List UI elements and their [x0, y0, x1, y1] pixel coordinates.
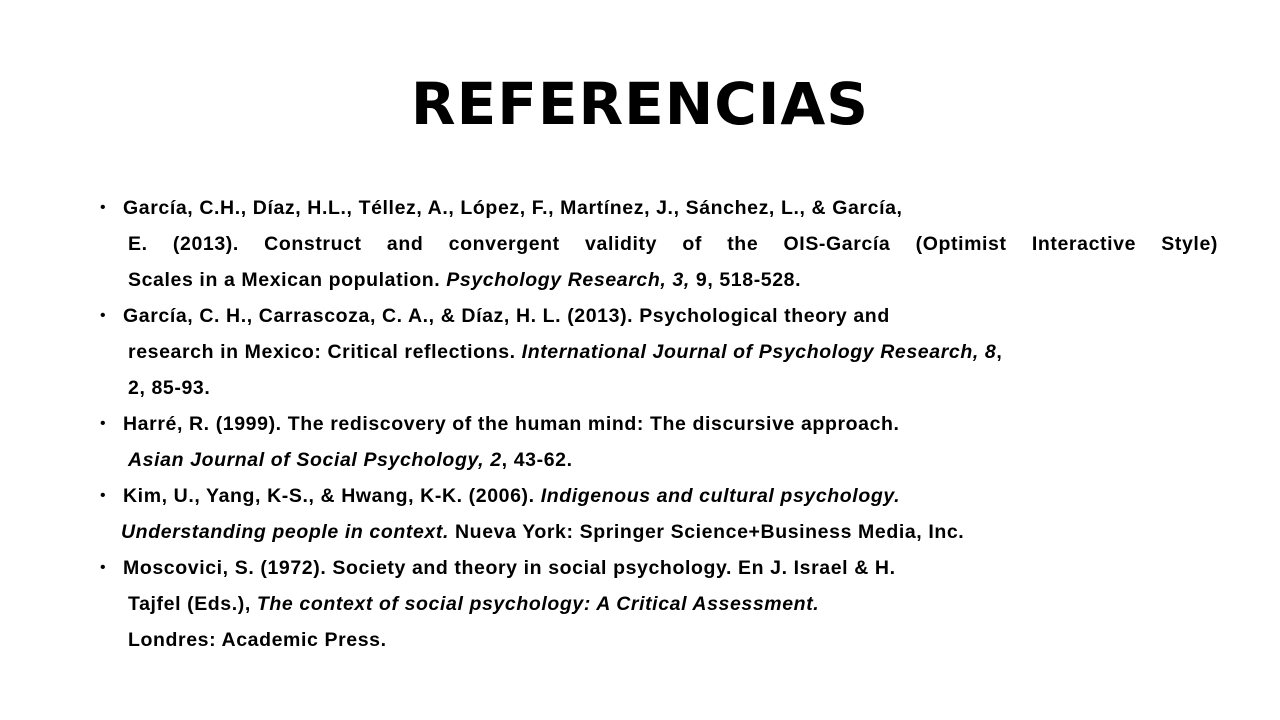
- bullet-icon: •: [100, 307, 107, 324]
- reference-text: , 43-62.: [501, 449, 573, 471]
- reference-list: [98, 190, 1218, 658]
- bullet-icon: •: [100, 415, 107, 432]
- bullet-icon: •: [100, 199, 107, 216]
- reference-item: [98, 550, 1218, 586]
- book-title: Understanding people in context.: [121, 521, 449, 543]
- reference-continuation: [98, 370, 1218, 406]
- reference-continuation: [98, 262, 1218, 298]
- reference-item: [98, 406, 1218, 442]
- reference-text: research in Mexico: Critical reflections.: [128, 341, 522, 363]
- reference-text: Nueva York: Springer Science+Business Media, Inc.: [448, 521, 965, 543]
- reference-continuation: [98, 622, 1218, 658]
- reference-text: ,: [996, 341, 1003, 363]
- reference-item: [98, 190, 1218, 226]
- bullet-icon: •: [100, 559, 107, 576]
- reference-text: 2, 85-93.: [128, 377, 211, 399]
- reference-text: E. (2013). Construct and convergent validity of the OIS-García (Optimist Interactive Style): [128, 233, 1218, 255]
- reference-text: Tajfel (Eds.),: [128, 593, 257, 615]
- reference-text: García, C. H., Carrascoza, C. A., & Díaz, H. L. (2013). Psychological theory and: [123, 305, 890, 327]
- reference-text: Harré, R. (1999). The rediscovery of the human mind: The discursive approach.: [123, 413, 900, 435]
- reference-continuation: [98, 226, 1218, 262]
- reference-continuation: [98, 334, 1218, 370]
- reference-text: Scales in a Mexican population.: [128, 269, 447, 291]
- reference-text: Londres: Academic Press.: [128, 629, 387, 651]
- reference-text: Kim, U., Yang, K-S., & Hwang, K-K. (2006).: [123, 485, 541, 507]
- reference-text: Moscovici, S. (1972). Society and theory in social psychology. En J. Israel & H.: [123, 557, 896, 579]
- journal-title: Asian Journal of Social Psychology, 2: [128, 449, 502, 471]
- book-title: Indigenous and cultural psychology.: [540, 485, 901, 507]
- journal-title: International Journal of Psychology Research, 8: [521, 341, 997, 363]
- reference-text: García, C.H., Díaz, H.L., Téllez, A., López, F., Martínez, J., Sánchez, L., & García,: [123, 197, 903, 219]
- reference-text: 9, 518-528.: [689, 269, 802, 291]
- slide-title: REFERENCIAS: [410, 70, 870, 138]
- reference-item: [98, 298, 1218, 334]
- reference-item: [98, 478, 1218, 514]
- journal-title: Psychology Research, 3,: [446, 269, 690, 291]
- book-title: The context of social psychology: A Critical Assessment.: [256, 593, 820, 615]
- reference-continuation: [98, 442, 1218, 478]
- reference-continuation: [98, 514, 1218, 550]
- reference-continuation: [98, 586, 1218, 622]
- bullet-icon: •: [100, 487, 107, 504]
